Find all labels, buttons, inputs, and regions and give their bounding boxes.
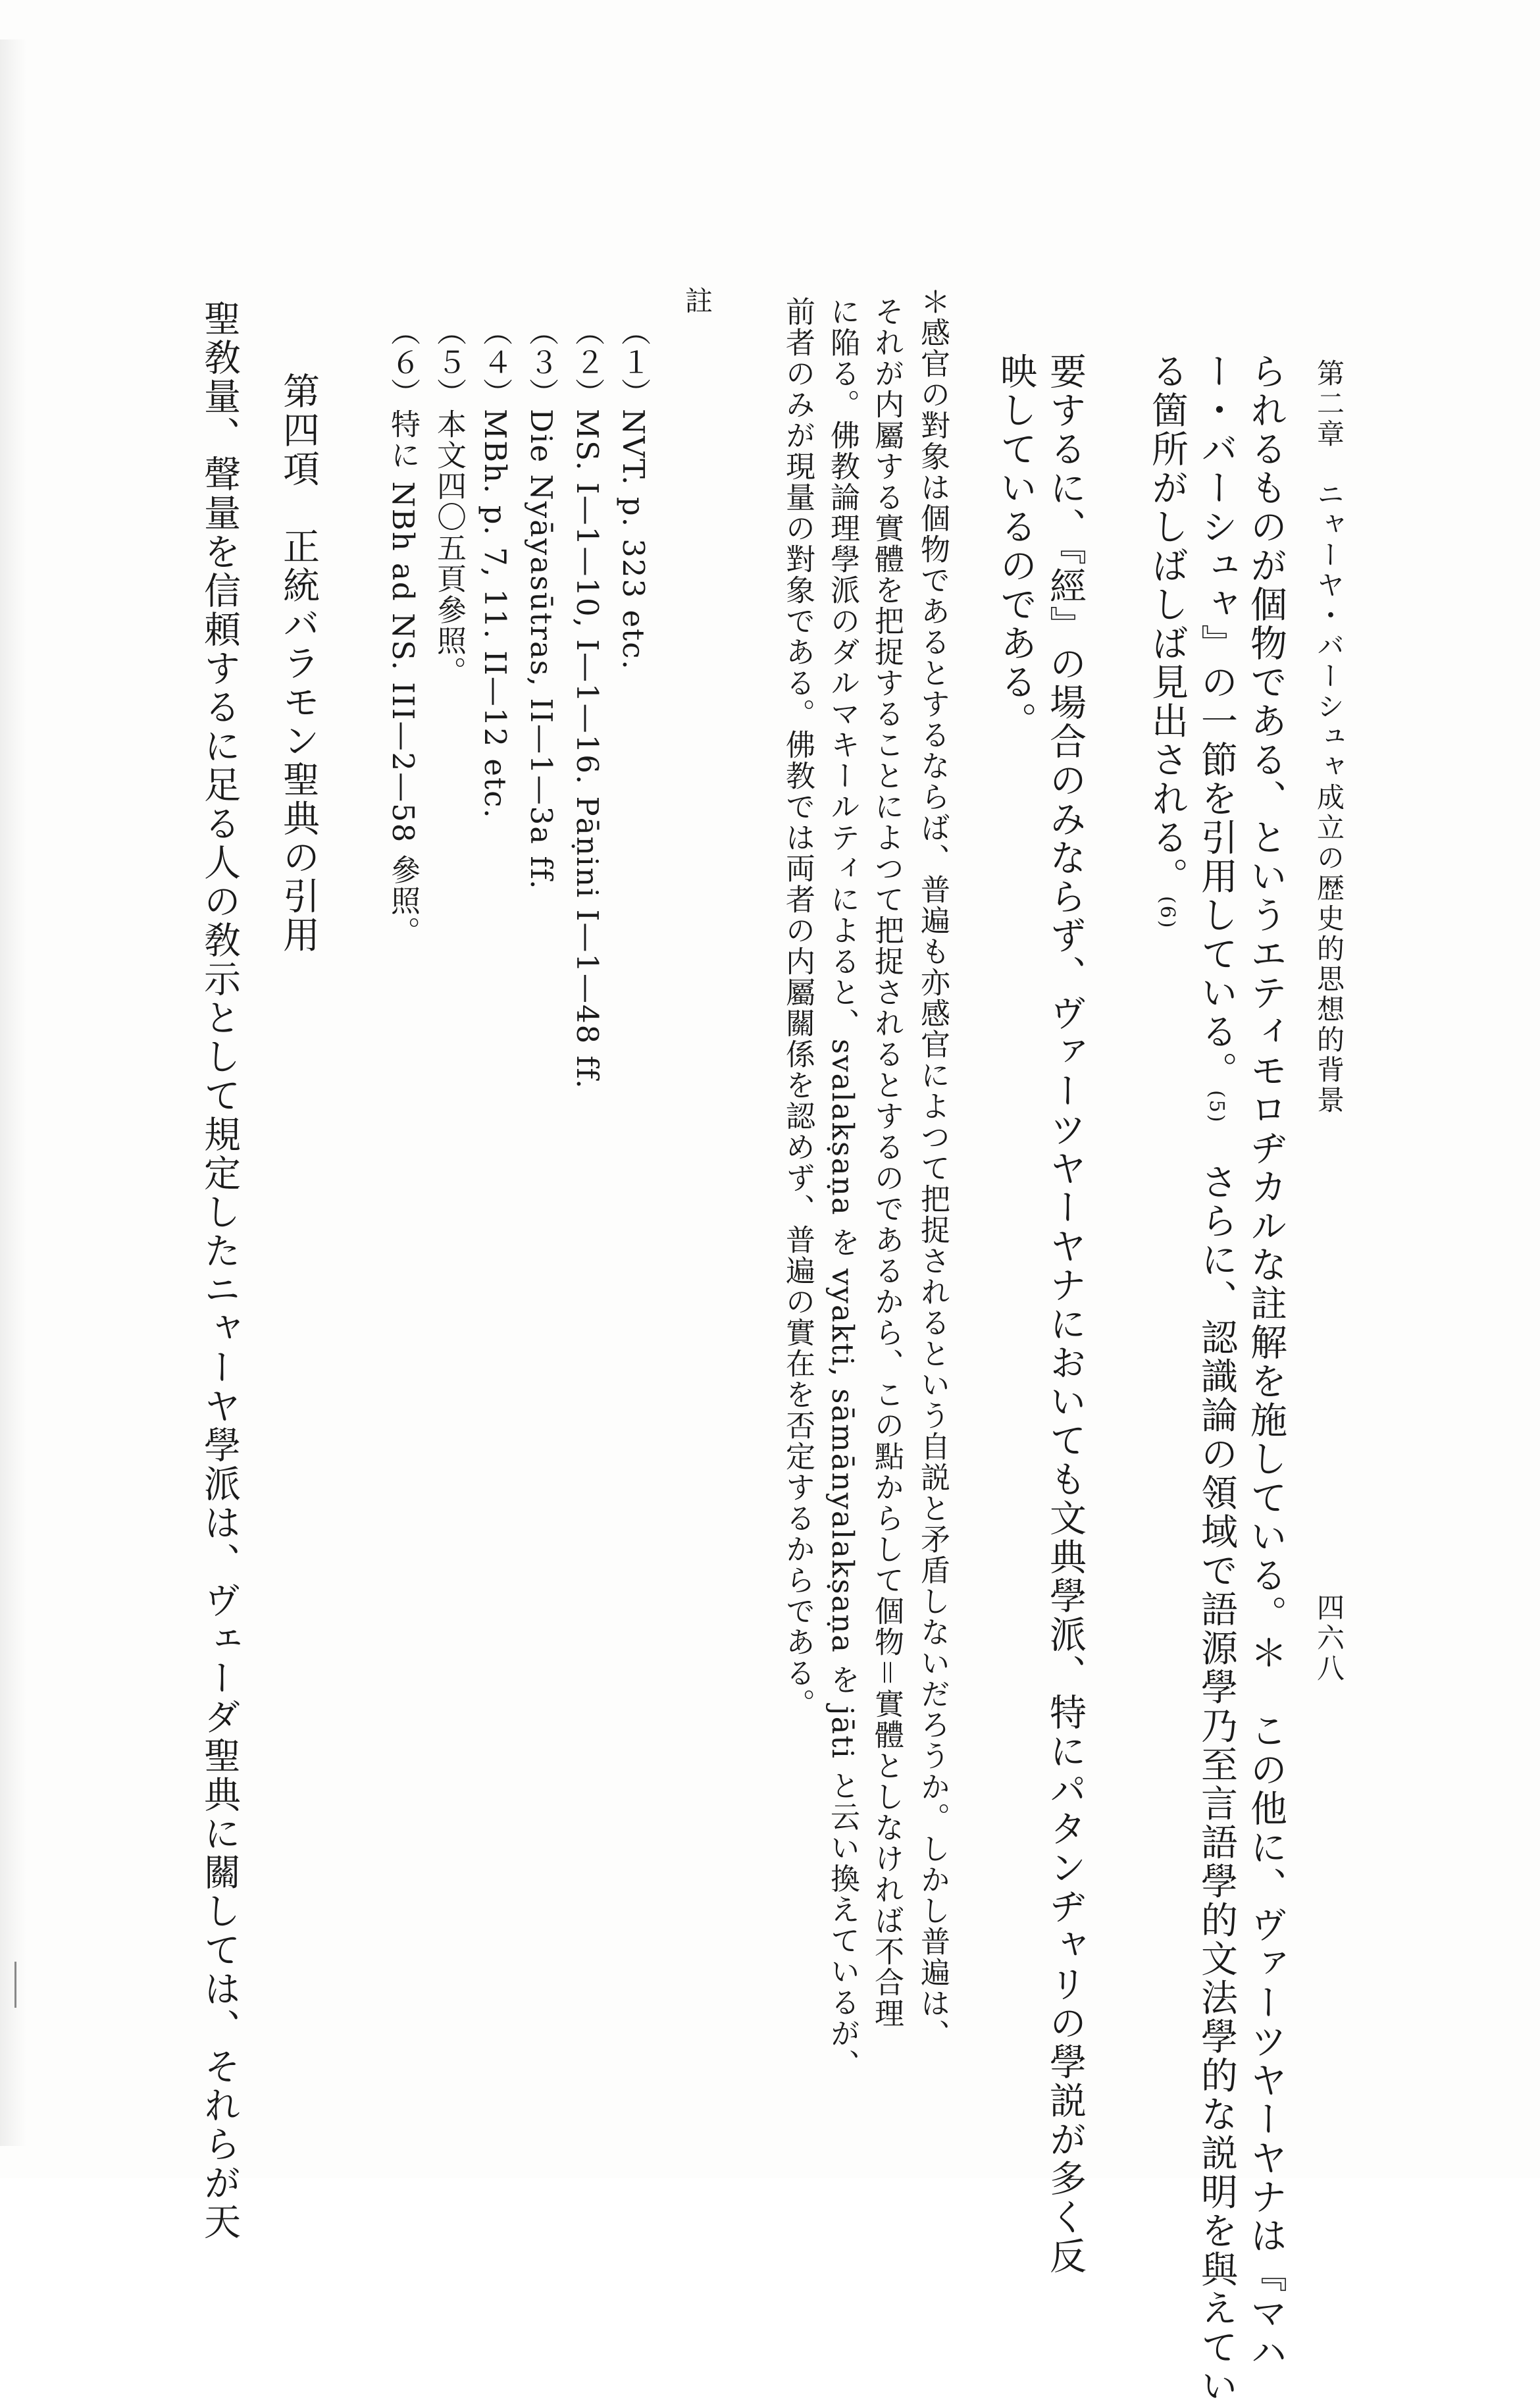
body-line-3-text: る箇所がしばしば見出される。: [1146, 352, 1189, 896]
section-line-1: 聖敎量、聲量を信頼するに足る人の敎示として規定したニャーヤ學派は、ヴェーダ聖典に關しては、それらが天: [198, 300, 241, 2241]
note-item-5: （５）本文四〇五頁參照。: [432, 316, 467, 687]
body-line-2: [1195, 352, 1238, 2406]
asterisk-note-line-1: ＊感官の對象は個物であるとするならば、普遍も亦感官によつて把捉されるという自説と矛盾しないだろうか。しかし普遍は、: [915, 286, 950, 2050]
asterisk-note-line-4: 前者のみが現量の對象である。佛教では両者の内屬關係を認めず、普遍の實在を否定するからである。: [781, 296, 815, 1719]
body-line-3: [1146, 352, 1189, 930]
note-item-6: （６）特に NBh ad NS. III—2—58 參照。: [386, 316, 421, 947]
asterisk-note-line-2: それが内屬する實體を把捉することによつて把捉されるとするのであるから、この點からして個物＝實體としなければ不合理: [869, 296, 904, 2029]
scan-mark: [14, 1962, 16, 2008]
asterisk-note-line-3: に陥る。佛教論理學派のダルマキールティによると、svalakṣaṇa を vyakti, sāmānyalakṣaṇa を jāti と云い換えているが、: [825, 296, 860, 2080]
note-item-2: （２）MS. I—1—10, I—1—16. Pāṇini I—1—48 ff.: [570, 316, 605, 1090]
scan-shadow: [0, 39, 26, 2146]
chapter-title: 第二章 ニャーヤ・バーシュャ成立の歴史的思想的背景: [1313, 359, 1345, 1116]
footnote-ref-5: (5): [1205, 1090, 1228, 1124]
body-line-2-cont: さらに、認識論の領域で語源學乃至言語學的文法學的な説明を與えてい: [1195, 1124, 1238, 2406]
footnote-ref-6: (6): [1156, 896, 1179, 930]
body-line-4: 要するに、『經』の場合のみならず、ヴァーツヤーヤナにおいても文典學派、特にパタンヂャリの學説が多く反: [1044, 352, 1087, 2276]
note-item-3: （３）Die Nyāyasūtras, II—1—3a ff.: [524, 316, 559, 891]
page-number: 四六八: [1313, 1593, 1345, 1684]
note-item-1: （１）NVT. p. 323 etc.: [616, 316, 651, 671]
body-line-2-text: ー・バーシュャ』の一節を引用している。: [1195, 352, 1238, 1090]
body-line-5: 映しているのである。: [994, 352, 1037, 741]
body-line-1: られるものが個物である、というエティモロヂカルな註解を施している。＊ この他に、ヴァーツヤーヤナは『マハ: [1245, 352, 1287, 2372]
section-heading: 第四項 正統バラモン聖典の引用: [277, 372, 320, 955]
notes-heading: 註: [681, 286, 713, 317]
note-item-4: （４）MBh. p. 7, 11. II—12 etc.: [478, 316, 513, 820]
